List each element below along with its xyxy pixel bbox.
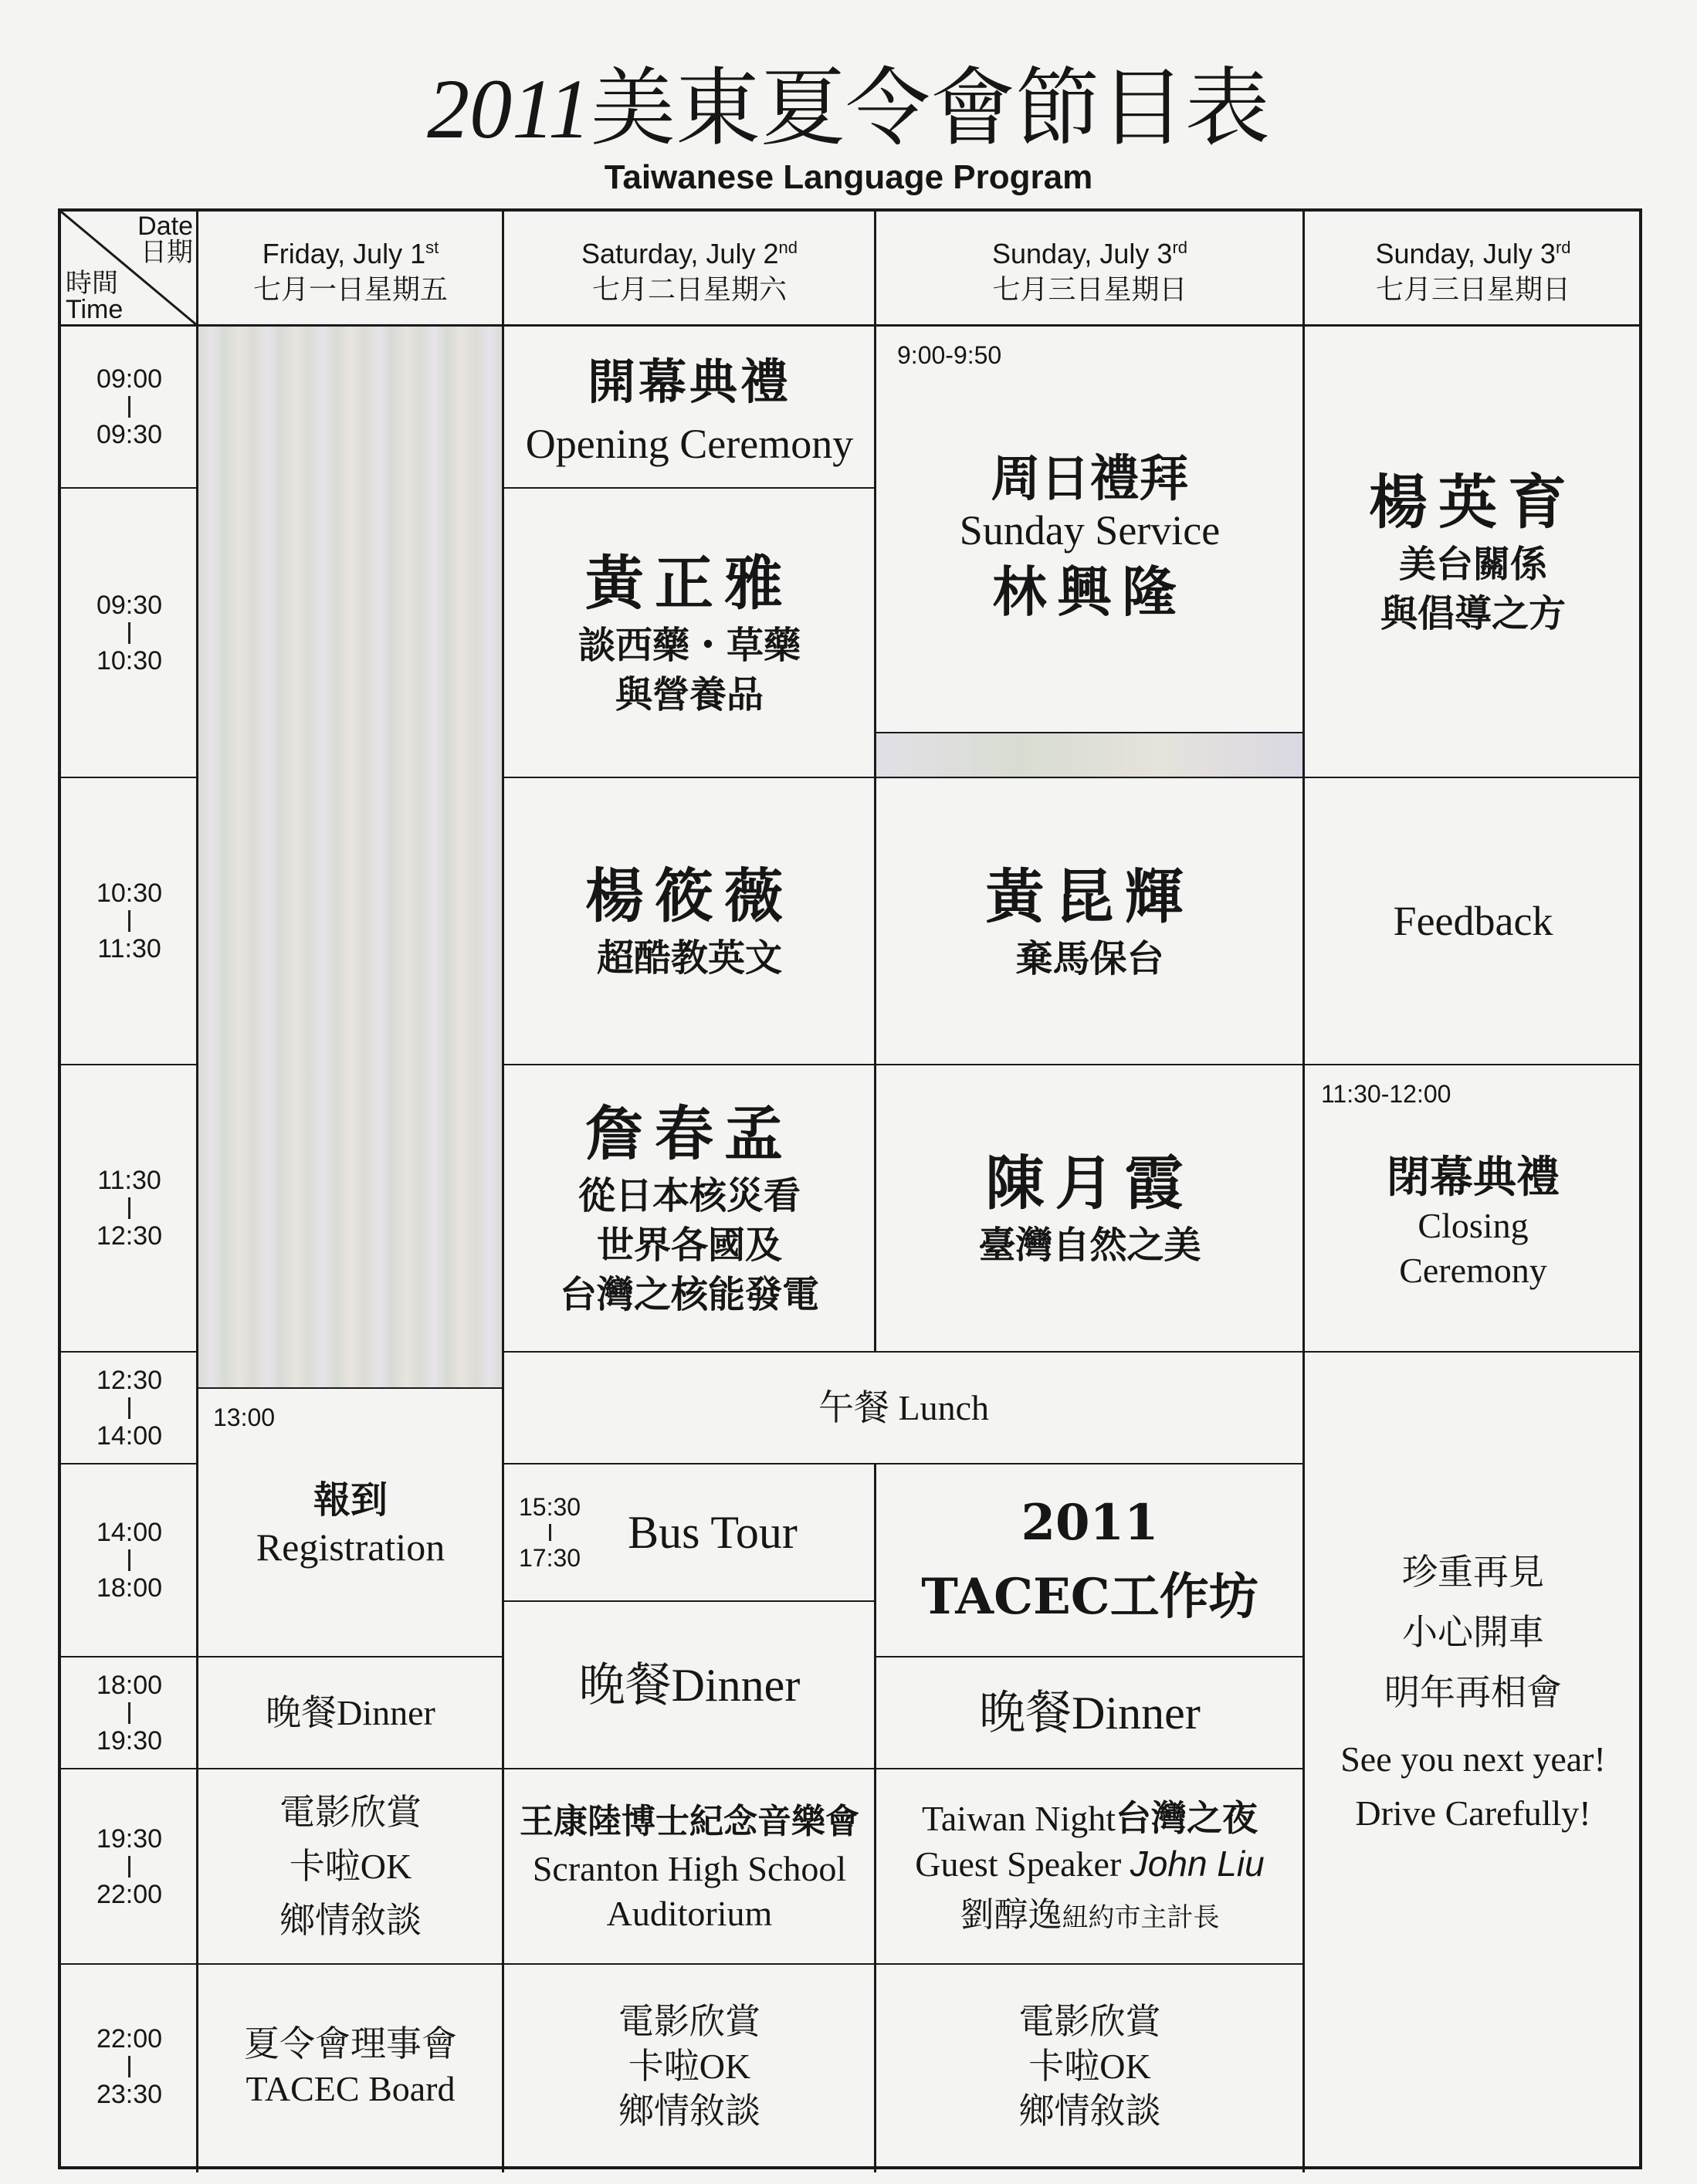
- grid-line: [196, 212, 198, 2172]
- sun-service: 9:00-9:50 周日禮拜 Sunday Service 林興隆: [897, 341, 1221, 624]
- registration-time: 13:00: [213, 1404, 276, 1431]
- grid-line: [61, 1963, 197, 1965]
- day-header-sat: Saturday, July 2nd 七月二日星期六: [581, 238, 798, 305]
- grid-line: [503, 487, 875, 489]
- grid-line: [197, 1963, 503, 1965]
- grid-line: [61, 1463, 197, 1464]
- sun-talk-2: 陳月霞 臺灣自然之美: [978, 1149, 1201, 1267]
- schedule-table: [58, 208, 1642, 2169]
- sat-talk-2: 楊筱薇 超酷教英文: [585, 862, 794, 980]
- corner-header: [61, 212, 198, 326]
- taiwan-night-zh: 台灣之夜: [1116, 1799, 1258, 1838]
- sun2-closing-ceremony: 11:30-12:00 閉幕典禮 Closing Ceremony: [1321, 1080, 1560, 1290]
- time-slot: 18:00 19:30: [96, 1670, 163, 1756]
- closing-time: 11:30-12:00: [1321, 1080, 1451, 1108]
- time-slot: 12:30 14:00: [96, 1365, 163, 1451]
- service-time: 9:00-9:50: [897, 341, 1002, 369]
- grid-line: [874, 212, 876, 1352]
- guest-speaker-title: 紐約市主計長: [1062, 1904, 1220, 1932]
- bus-end-time: 17:30: [519, 1544, 581, 1572]
- unavailable-block-sunday: [876, 733, 1304, 779]
- day-header-fri: Friday, July 1st 七月一日星期五: [252, 238, 448, 305]
- grid-line: [503, 777, 1642, 778]
- sat-bus-tour: 15:30 17:30 Bus Tour: [519, 1493, 798, 1572]
- time-slot: 09:00 09:30: [96, 364, 163, 449]
- guest-speaker-label: Guest Speaker: [915, 1844, 1130, 1884]
- corner-diagonal: [61, 212, 198, 326]
- grid-line: [61, 324, 1642, 327]
- lunch-block: 午餐 Lunch: [818, 1387, 989, 1427]
- grid-line: [503, 1463, 1303, 1464]
- grid-line: [61, 777, 197, 778]
- sun-talk-1: 黃昆輝 棄馬保台: [985, 862, 1194, 980]
- time-slot: 09:30 10:30: [96, 590, 163, 676]
- grid-line: [503, 1600, 875, 1602]
- grid-line: [875, 1656, 1303, 1657]
- time-slot: 22:00 23:30: [96, 2024, 163, 2109]
- sun-taiwan-night: [876, 1769, 1304, 1964]
- unavailable-block-friday: [198, 326, 503, 1388]
- sat-talk-3: 詹春孟 從日本核災看 世界各國及 台灣之核能發電: [559, 1099, 819, 1316]
- page-title: [0, 59, 1697, 157]
- grid-line: [502, 212, 504, 2172]
- corner-date-zh: 日期: [141, 238, 193, 267]
- grid-line: [197, 1768, 503, 1769]
- sun2-farewell: 珍重再見 小心開車 明年再相會 See you next year! Drive Carefully!: [1340, 1552, 1606, 1833]
- bus-start-time: 15:30: [519, 1493, 581, 1521]
- grid-line: [61, 1656, 197, 1657]
- sat-talk-1: 黃正雅 談西藥・草藥 與營養品: [578, 548, 801, 716]
- time-slot: 11:30 12:30: [96, 1166, 163, 1251]
- grid-line: [874, 1464, 876, 2172]
- corner-time-en: Time: [66, 295, 124, 324]
- corner-time-zh: 時間: [66, 269, 118, 298]
- sat-night: 電影欣賞 卡啦OK 鄉情敘談: [618, 2002, 760, 2131]
- grid-line: [503, 1064, 1642, 1065]
- sat-concert: 王康陸博士紀念音樂會 Scranton High School Auditorium: [520, 1801, 859, 1933]
- grid-line: [61, 1768, 197, 1769]
- fri-registration: 13:00 報到 Registration: [213, 1404, 445, 1569]
- sun2-feedback: Feedback: [1393, 898, 1553, 944]
- sat-opening-ceremony: 開幕典禮 Opening Ceremony: [525, 354, 854, 467]
- grid-line: [61, 1351, 197, 1353]
- sun-workshop: 2011 TACEC工作坊: [921, 1494, 1258, 1626]
- sun-dinner: 晚餐Dinner: [979, 1687, 1201, 1739]
- page-subtitle: Taiwanese Language Program: [604, 158, 1093, 196]
- grid-line: [875, 732, 1303, 733]
- grid-line: [61, 1064, 197, 1065]
- grid-line: [197, 1387, 503, 1389]
- sun2-talk: 楊英育 美台關係 與倡導之方: [1369, 467, 1577, 635]
- day-header-sun: Sunday, July 3rd 七月三日星期日: [991, 238, 1188, 305]
- guest-speaker-zh: 劉醇逸: [960, 1896, 1062, 1934]
- sat-dinner: 晚餐Dinner: [578, 1659, 801, 1711]
- taiwan-night-en: Taiwan Night: [921, 1799, 1116, 1838]
- grid-line: [503, 1963, 1303, 1965]
- corner-date-en: Date: [137, 212, 193, 241]
- grid-line: [197, 1656, 503, 1657]
- title-zh: 美東夏令會節目表: [590, 59, 1270, 157]
- fri-evening: 電影欣賞 卡啦OK 鄉情敘談: [279, 1792, 422, 1940]
- time-slot: 19:30 22:00: [96, 1823, 163, 1909]
- grid-line: [503, 1351, 1642, 1353]
- grid-line: [1302, 212, 1305, 2172]
- grid-line: [503, 1768, 1303, 1769]
- guest-speaker-name: John Liu: [1130, 1844, 1265, 1884]
- fri-board-meeting: 夏令會理事會 TACEC Board: [244, 2024, 457, 2108]
- grid-line: [61, 487, 197, 489]
- sun-night: 電影欣賞 卡啦OK 鄉情敘談: [1018, 2002, 1161, 2131]
- title-year: 2011: [427, 62, 591, 156]
- fri-dinner: 晚餐Dinner: [266, 1692, 435, 1732]
- time-slot: 14:00 18:00: [96, 1518, 163, 1603]
- time-slot: 10:30 11:30: [96, 879, 163, 963]
- day-header-sun-2: Sunday, July 3rd 七月三日星期日: [1375, 238, 1571, 305]
